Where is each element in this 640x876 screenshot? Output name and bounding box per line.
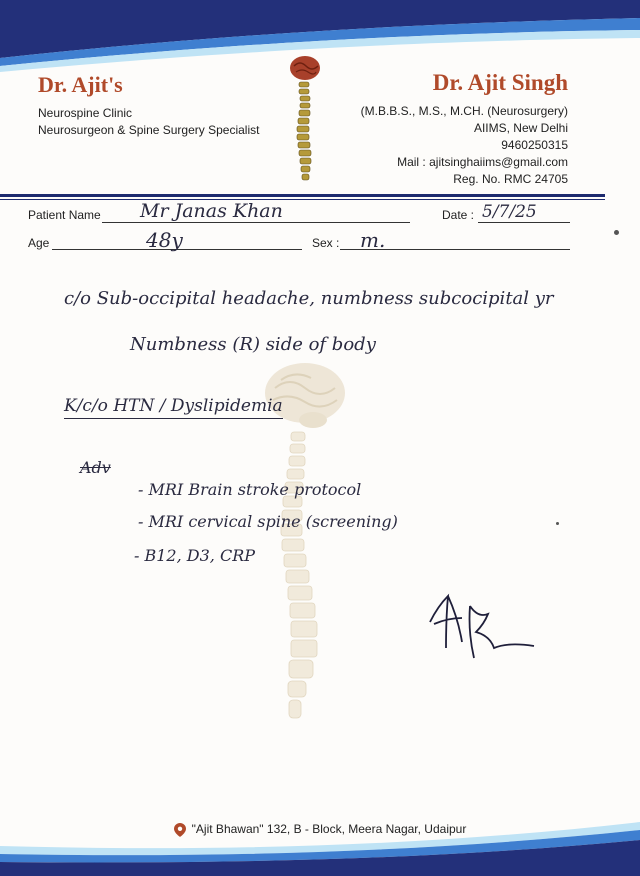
ink-dot-2 (556, 522, 559, 525)
location-pin-icon (174, 823, 186, 837)
age-label: Age (28, 236, 50, 250)
clinic-line-2: Neurosurgeon & Spine Surgery Specialist (38, 123, 260, 137)
header-divider-thick (0, 194, 605, 197)
known-case-line: K/c/o HTN / Dyslipidemia (64, 396, 283, 419)
doctor-mail: Mail : ajitsinghaiims@gmail.com (397, 155, 568, 169)
doctor-name: Dr. Ajit Singh (432, 70, 568, 95)
advice-item-2: - MRI cervical spine (screening) (138, 512, 398, 531)
advice-item-1: - MRI Brain stroke protocol (138, 480, 362, 499)
patient-name-value: Mr Janas Khan (140, 200, 283, 222)
doctor-institution: AIIMS, New Delhi (473, 121, 568, 135)
date-line (478, 222, 570, 223)
date-value: 5/7/25 (482, 202, 537, 222)
patient-name-label: Patient Name (28, 208, 101, 222)
footer-address (0, 822, 640, 837)
complaint-line-1: c/o Sub-occipital headache, numbness subcocipital yr (64, 288, 554, 309)
doctor-signature (424, 588, 544, 670)
doctor-phone: 9460250315 (501, 138, 568, 152)
footer-address-text: "Ajit Bhawan" 132, B - Block, Meera Nagar, Udaipur (191, 822, 467, 836)
doctor-reg-no: Reg. No. RMC 24705 (453, 172, 568, 186)
complaint-line-2: Numbness (R) side of body (130, 334, 376, 355)
advice-label: Adv (80, 458, 111, 477)
patient-name-line (102, 222, 410, 223)
clinic-name: Dr. Ajit's (38, 72, 123, 97)
date-label: Date : (442, 208, 475, 222)
doctor-qualification: (M.B.B.S., M.S., M.CH. (Neurosurgery) (360, 104, 568, 118)
sex-value: m. (360, 228, 386, 252)
header-divider-thin (0, 199, 605, 200)
advice-item-3: - B12, D3, CRP (134, 546, 256, 565)
ink-dot (614, 230, 619, 235)
sex-label: Sex : (312, 236, 340, 250)
clinic-line-1: Neurospine Clinic (38, 106, 133, 120)
brain-spine-logo (282, 52, 328, 184)
age-value: 48y (146, 228, 183, 252)
